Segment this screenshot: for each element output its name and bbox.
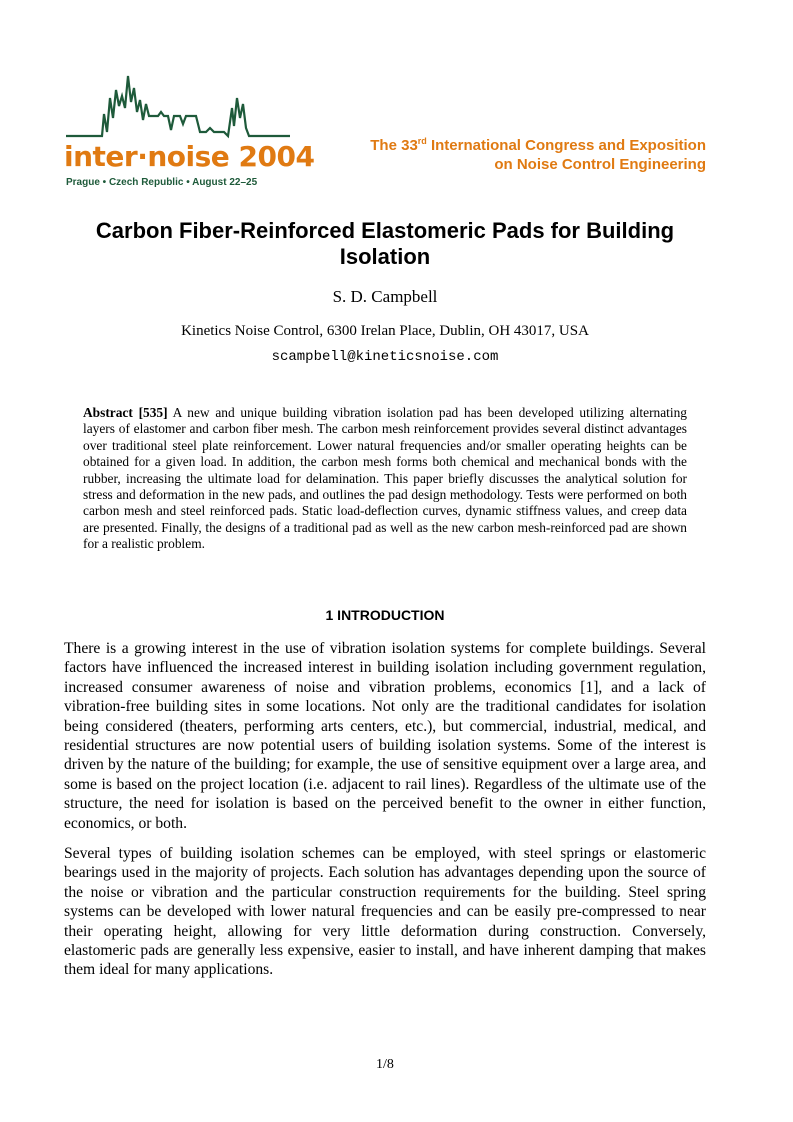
conference-line-2: on Noise Control Engineering bbox=[494, 156, 706, 173]
skyline-waveform-icon bbox=[62, 68, 294, 148]
conference-logo bbox=[62, 68, 315, 192]
author-email: scampbell@kineticsnoise.com bbox=[271, 349, 499, 365]
abstract-text: A new and unique building vibration isolation pad has been developed utilizing alternating layers of elastomer and carbon fiber mesh. The carbon mesh reinforcement provides several distinct advantages over traditional steel plate reinforcement. Lower natural frequencies and/or smaller operating heights can be obtained for a given load. In addition, the carbon mesh forms both chemical and mechanical bonds with the rubber, increasing the ultimate load for delamination. This paper briefly discusses the analytical solution for stress and deformation in the new pads, and outlines the pad design methodology. Tests were performed on both carbon mesh and steel reinforced pads. Static load-deflection curves, dynamic stiffness values, and creep data are presented. Finally, the designs of a traditional pad as well as the new carbon mesh-reinforced pad are shown for a realistic problem. bbox=[83, 405, 688, 552]
paper-title: Carbon Fiber-Reinforced Elastomeric Pads for Building Isolation bbox=[95, 218, 675, 269]
logo-wordmark: inter·noise 2004 bbox=[64, 140, 315, 173]
conference-name: International Congress and Exposition bbox=[426, 137, 706, 154]
body-paragraph-2: Several types of building isolation schemes can be employed, with steel springs or elastomeric bearings used in the majority of projects. Each solution has advantages depending upon the source of the noise or vibration and the particular construction requirements for the building. Steel spring systems can be developed with lower natural frequencies and can be easily pre-compressed to near their operating height, allowing for very little deformation during construction. Conversely, elastomeric pads are generally less expensive, easier to install, and have inherent damping that makes them ideal for many applications. bbox=[64, 845, 706, 979]
conference-header bbox=[370, 136, 706, 174]
logo-tagline: Prague • Czech Republic • August 22–25 bbox=[66, 177, 258, 188]
body-paragraph-1: There is a growing interest in the use of vibration isolation systems for complete buildings. Several factors have influenced the increased interest in building isolation including government regulation, increased consumer awareness of noise and vibration problems, economics [1], and a lack of vibration-free building sites in some locations. Not only are the traditional candidates for isolation being considered (theaters, performing arts centers, etc.), but commercial, industrial, medical, and residential structures are now potential users of building isolation systems. Some of the interest is driven by the nature of the building; for example, the use of sensitive equipment over a large area, and some is based on the project location (i.e. adjacent to rail lines). Regardless of the ultimate use of the structure, the need for isolation is based on the perceived benefit to the owner in either function, economics, or both. bbox=[64, 640, 706, 832]
section-heading: 1 INTRODUCTION bbox=[325, 607, 445, 623]
conference-line-1 bbox=[370, 136, 706, 155]
conference-ordinal: The 33 bbox=[370, 137, 418, 154]
conference-ordinal-suffix: rd bbox=[417, 136, 427, 146]
page-number: 1/8 bbox=[376, 1057, 394, 1072]
abstract-label: Abstract [535] bbox=[83, 405, 168, 420]
author-name: S. D. Campbell bbox=[332, 287, 438, 306]
author-affiliation: Kinetics Noise Control, 6300 Irelan Place, Dublin, OH 43017, USA bbox=[181, 323, 589, 339]
abstract bbox=[83, 405, 687, 553]
